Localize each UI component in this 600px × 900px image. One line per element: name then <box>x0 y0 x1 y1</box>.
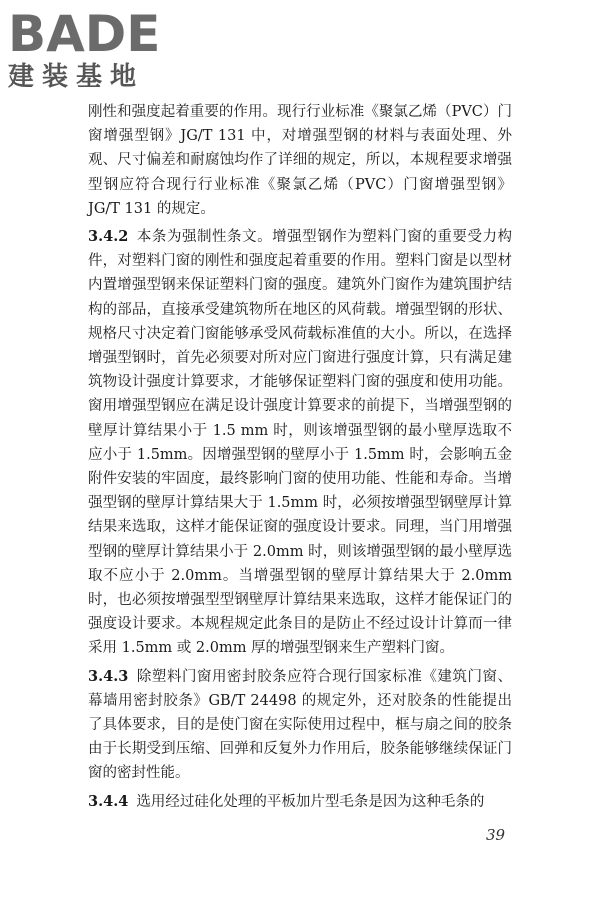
section-number: 3.4.4 <box>88 792 129 810</box>
logo <box>8 5 188 92</box>
paragraph-3-4-4 <box>88 790 512 814</box>
logo-subtitle: 建装基地 <box>8 62 145 92</box>
paragraph-continuation <box>88 100 512 221</box>
section-number: 3.4.3 <box>88 667 129 685</box>
paragraph-text: 刚性和强度起着重要的作用。现行行业标准《聚氯乙烯（PVC）门窗增强型钢》JG/T 131 中，对增强型钢的材料与表面处理、外观、尺寸偏差和耐腐蚀均作了详细的规定，所以，本规程要求增强型钢应符合现行行业标准《聚氯乙烯（PVC）门窗增强型钢》JG/T 131 的规定。 <box>88 104 512 217</box>
paragraph-text: 本条为强制性条文。增强型钢作为塑料门窗的重要受力构件，对塑料门窗的刚性和强度起着重要的作用。塑料门窗是以型材内置增强型钢来保证塑料门窗的强度。建筑外门窗作为建筑围护结构的部品，直接承受建筑物所在地区的风荷载。增强型钢的形状、规格尺寸决定着门窗能够承受风荷载标准值的大小。所以，在选择增强型钢时，首先必须要对所对应门窗进行强度计算，只有满足建筑物设计强度计算要求，才能够保证塑料门窗的强度和使用功能。窗用增强型钢应在满足设计强度计算要求的前提下，当增强型钢的壁厚计算结果小于 1.5 mm 时，则该增强型钢的最小壁厚选取不应小于 1.5mm。因增强型钢的壁厚小于 1.5mm 时，会影响五金附件安装的牢固度，最终影响门窗的使用功能、性能和寿命。当增强型钢的壁厚计算结果大于 1.5mm 时，必须按增强型钢壁厚计算结果来选取，这样才能保证窗的强度设计要求。同理，当门用增强型钢的壁厚计算结果小于 2.0mm 时，则该增强型钢的最小壁厚选取不应小于 2.0mm。当增强型钢的壁厚计算结果大于 2.0mm 时，也必须按增强型型钢壁厚计算结果来选取，这样才能保证门的强度设计要求。本规程规定此条目的是防止不经过设计计算而一律采用 1.5mm 或 2.0mm 厚的增强型钢来生产塑料门窗。 <box>88 229 512 657</box>
paragraph-text: 选用经过硅化处理的平板加片型毛条是因为这种毛条的 <box>136 793 485 810</box>
logo-wordmark: BADE <box>8 5 161 63</box>
paragraph-3-4-3 <box>88 665 512 786</box>
document-body <box>88 100 512 814</box>
paragraph-3-4-2 <box>88 225 512 661</box>
page-number: 39 <box>486 826 506 844</box>
section-number: 3.4.2 <box>88 228 129 246</box>
paragraph-text: 除塑料门窗用密封胶条应符合现行国家标准《建筑门窗、幕墙用密封胶条》GB/T 24498 的规定外，还对胶条的性能提出了具体要求，目的是使门窗在实际使用过程中，框与扇之间的胶条由于长期受到压缩、回弹和反复外力作用后，胶条能够继续保证门窗的密封性能。 <box>88 668 512 782</box>
